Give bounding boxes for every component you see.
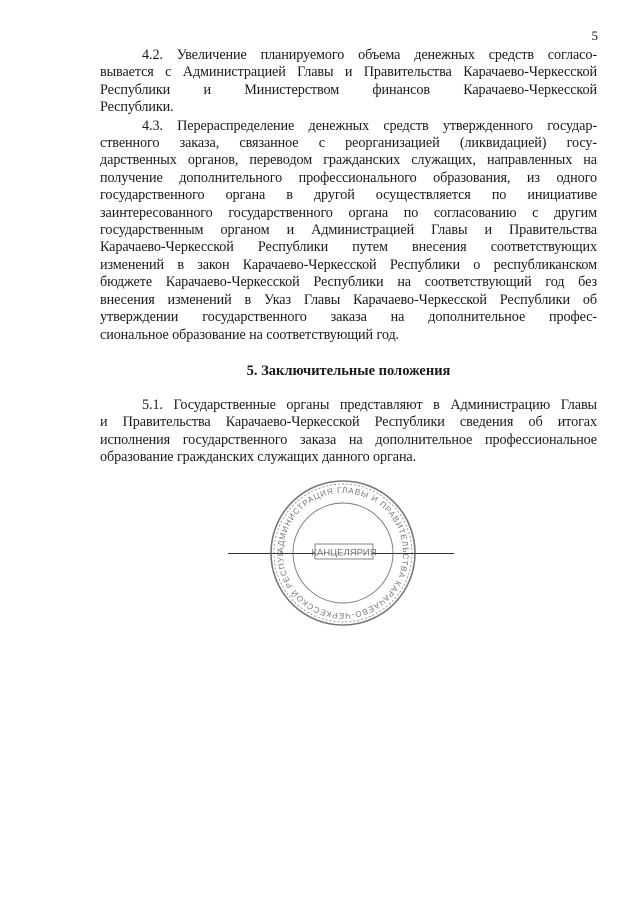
paragraph-line: вывается с Администрацией Главы и Правительства Карачаево-Черкесской xyxy=(100,64,597,81)
paragraph-line: ственного заказа, связанное с реорганизацией (ликвидацией) госу- xyxy=(100,135,597,152)
document-body xyxy=(100,47,597,468)
paragraph-line: заинтересованного государственного органа по согласованию с другим xyxy=(100,204,597,221)
paragraph-line: сиональное образование на соответствующий год. xyxy=(100,326,400,343)
paragraph-line: 5.1. Государственные органы представляют в Администрацию Главы xyxy=(142,396,597,413)
paragraph-line: бюджете Карачаево-Черкесской Республики на соответствующий год без xyxy=(100,274,597,291)
paragraph-line: образование гражданских служащих данного органа. xyxy=(100,449,417,466)
stamp-center-text: КАНЦЕЛЯРИЯ xyxy=(311,547,377,559)
paragraph-line: исполнения государственного заказа на дополнительное профессиональное xyxy=(100,431,597,448)
paragraph-line: утверждении государственного заказа на дополнительное профес- xyxy=(100,309,597,326)
paragraph-line: Республики и Министерством финансов Карачаево-Черкесской xyxy=(100,81,597,98)
section-heading: 5. Заключительные положения xyxy=(246,362,451,379)
paragraph-5-1 xyxy=(100,397,597,467)
paragraph-line: получение дополнительного профессионального образования, из одного xyxy=(100,169,597,186)
page-number: 5 xyxy=(591,28,598,43)
paragraph-line: дарственных органов, переводом гражданских служащих, направленных на xyxy=(100,152,597,169)
paragraph-line: Карачаево-Черкесской Республики путем внесения соответствующих xyxy=(100,239,597,256)
paragraph-line: внесения изменений в Указ Главы Карачаево-Черкесской Республики об xyxy=(100,291,597,308)
stamp-seal-icon xyxy=(228,478,458,628)
paragraph-4-3 xyxy=(100,118,597,344)
paragraph-line: 4.2. Увеличение планируемого объема денежных средств согласо- xyxy=(142,47,597,63)
stamp-ring-text: АДМИНИСТРАЦИЯ ГЛАВЫ И ПРАВИТЕЛЬСТВА КАРАЧАЕВО-ЧЕРКЕССКОЙ РЕСПУБ xyxy=(275,485,411,621)
paragraph-4-2 xyxy=(100,47,597,117)
paragraph-line: государственного органа в другой осуществляется по инициативе xyxy=(100,187,597,204)
official-stamp xyxy=(228,478,458,628)
paragraph-line: Республики. xyxy=(100,99,174,116)
paragraph-line: государственным органом и Администрацией Главы и Правительства xyxy=(100,222,597,239)
paragraph-line: изменений в закон Карачаево-Черкесской Республики о республиканском xyxy=(100,256,597,273)
paragraph-line: и Правительства Карачаево-Черкесской Республики сведения об итогах xyxy=(100,414,597,431)
paragraph-line: 4.3. Перераспределение денежных средств утвержденного государ- xyxy=(142,117,597,134)
